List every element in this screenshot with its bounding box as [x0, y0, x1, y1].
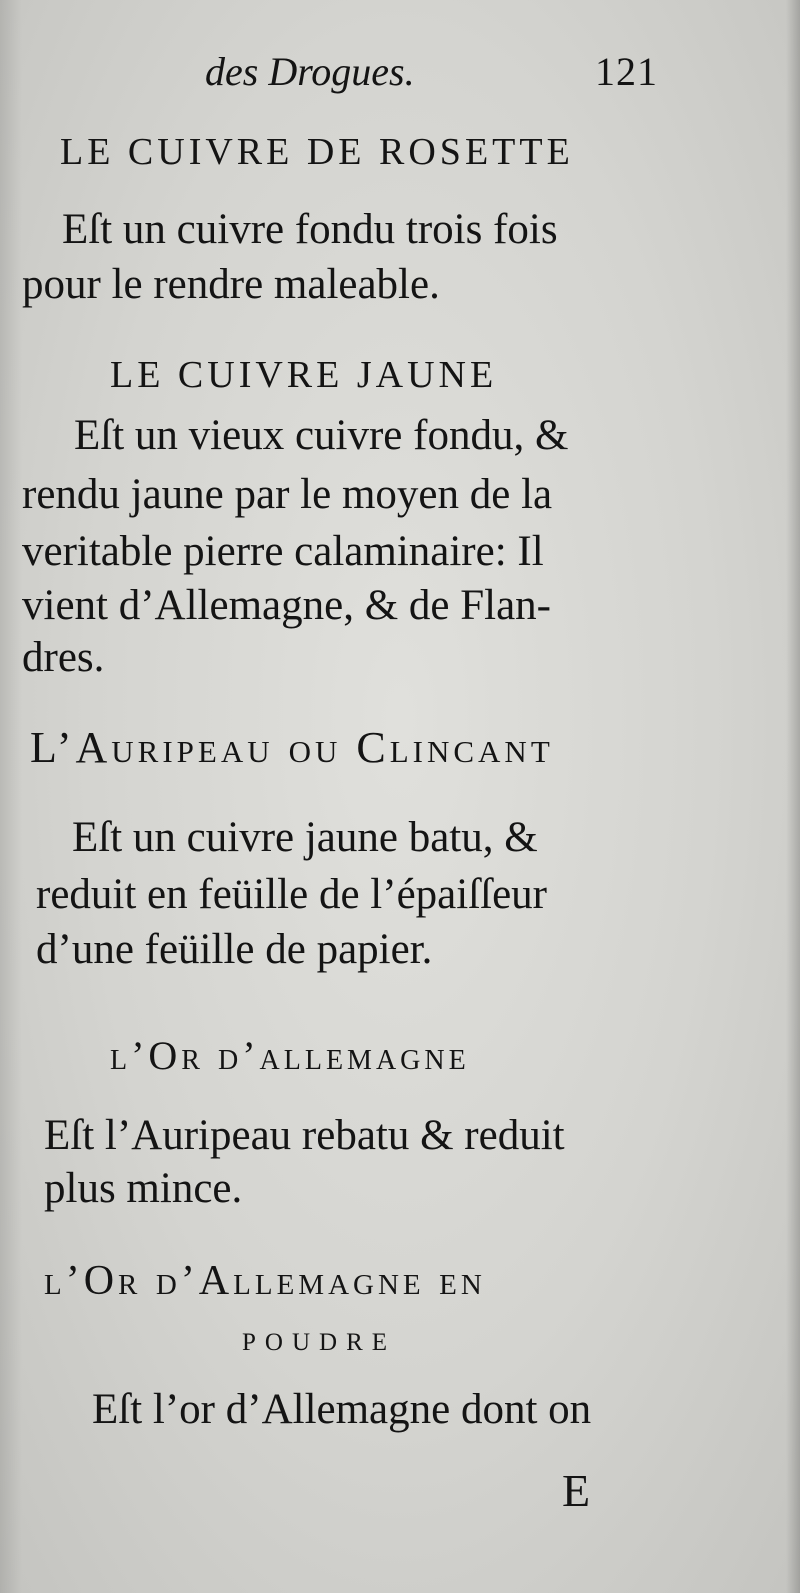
body-line: pour le rendre maleable.: [22, 261, 440, 308]
body-line: Eſt l’Auripeau rebatu & reduit: [44, 1112, 565, 1159]
gutter-shadow: [786, 0, 800, 1593]
section-heading-or-allemagne: l’Or d’allemagne: [110, 1033, 470, 1078]
section-heading-cuivre-jaune: LE CUIVRE JAUNE: [110, 354, 498, 396]
body-line: vient d’Allemagne, & de Flan-: [22, 582, 551, 629]
section-heading-or-allemagne-poudre: l’Or d’Allemagne en: [44, 1258, 486, 1304]
body-line: d’une feüille de papier.: [36, 926, 433, 973]
body-line: rendu jaune par le moyen de la: [22, 471, 553, 518]
body-line: reduit en feüille de l’épaiſſeur: [36, 871, 547, 918]
body-line: Eſt un cuivre fondu trois fois: [62, 206, 558, 253]
page-number: 121: [595, 49, 658, 94]
body-line: plus mince.: [44, 1165, 243, 1212]
section-heading-auripeau: L’Auripeau ou Clincant: [30, 723, 554, 772]
running-head: des Drogues.: [205, 49, 415, 94]
page-edge-shadow: [0, 0, 22, 1593]
body-line: Eſt l’or d’Allemagne dont on: [92, 1386, 592, 1433]
section-heading-continuation: poudre: [242, 1318, 397, 1358]
body-line: Eſt un vieux cuivre fondu, &: [74, 412, 569, 459]
catchword: E: [562, 1465, 591, 1516]
body-line: dres.: [22, 634, 105, 681]
section-heading-cuivre-rosette: LE CUIVRE DE ROSETTE: [60, 131, 574, 173]
body-line: Eſt un cuivre jaune batu, &: [72, 814, 538, 861]
body-line: veritable pierre calaminaire: Il: [22, 528, 544, 575]
